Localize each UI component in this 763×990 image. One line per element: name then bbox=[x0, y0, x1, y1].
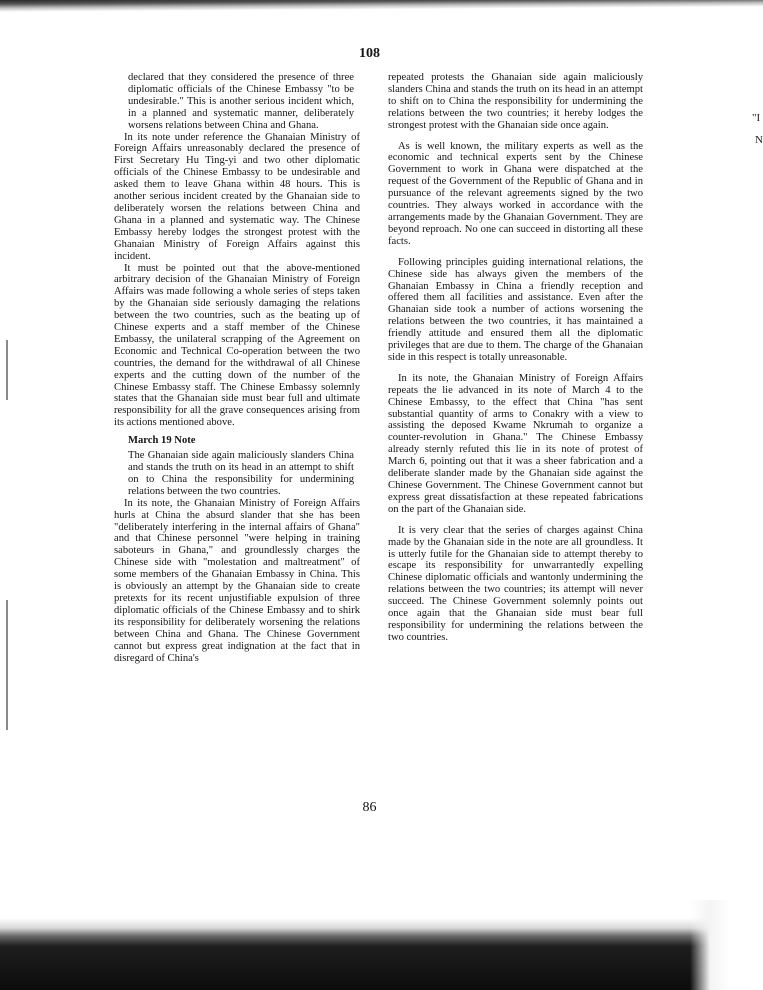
right-column bbox=[388, 72, 643, 644]
margin-mark bbox=[6, 600, 8, 730]
paragraph: In its note, the Ghanaian Ministry of Foreign Affairs repeats the lie advanced in its note of March 4 to the Chinese Embassy, to the effect that China "has sent substantial quantity of arms to Conakry with a view to assisting the deposed Kwame Nkrumah to organize a counter-revolution in Ghana." The Chinese Embassy already sternly refuted this lie in its note of protest of March 6, pointing out that it was a sheer fabrication and a deliberate slander made by the Ghanaian side against the Chinese Government. The Chinese Government cannot but express great dissatisfaction at these repeated fabrications on the part of the Ghanaian side. bbox=[388, 372, 643, 515]
scan-top-edge bbox=[0, 0, 763, 12]
margin-mark bbox=[6, 340, 8, 400]
left-column bbox=[114, 72, 360, 664]
paragraph: In its note under reference the Ghanaian Ministry of Foreign Affairs unreasonably declared the presence of First Secretary Hu Ting-yi and two other diplomatic officials of the Chinese Embassy to be undesirable and asked them to leave Ghana within 48 hours. This is another serious incident created by the Ghanaian side to deliberately worsen the relations between China and Ghana in a planned and systematic way. The Chinese Embassy hereby lodges the strongest protest with the Ghanaian Ministry of Foreign Affairs against this incident. bbox=[114, 131, 360, 262]
scan-bottom-edge bbox=[0, 918, 763, 990]
page-number-bottom: 86 bbox=[362, 800, 377, 815]
edge-fragment: "I bbox=[752, 112, 761, 124]
scan-bottom-corner bbox=[690, 900, 763, 990]
paragraph: It is very clear that the series of charges against China made by the Ghanaian side in the note are all groundless. It is utterly futile for the Ghanaian side to attempt thereby to escape its responsibility for unwarrantedly expelling Chinese diplomatic officials and wantonly undermining the relations between the two countries; its attempt will never succeed. The Chinese Government solemnly points out once again that the Ghanaian side must bear full responsibility for undermining the relations between the two countries. bbox=[388, 524, 643, 643]
paragraph: repeated protests the Ghanaian side again maliciously slanders China and stands the truth on its head in an attempt to shift on to China the responsibility for undermining the relations between the two countries; it hereby lodges the strongest protest with the Ghanaian side once again. bbox=[388, 72, 643, 131]
paragraph: It must be pointed out that the above-mentioned arbitrary decision of the Ghanaian Ministry of Foreign Affairs was made following a whole series of steps taken by the Ghanaian side seriously damaging the relations between the two countries, such as the beating up of Chinese experts and a staff member of the Chinese Embassy, the unilateral scrapping of the Agreement on Economic and Technical Co-operation between the two countries, the demand for the withdrawal of all Chinese experts and the cutting down of the number of the Chinese Embassy staff. The Chinese Embassy solemnly states that the Ghanaian side must bear full and ultimate responsibility for all the grave consequences arising from its actions mentioned above. bbox=[114, 262, 360, 429]
paragraph: declared that they considered the presence of three diplomatic officials of the Chinese Embassy "to be undesirable." This is another serious incident which, in a planned and systematic manner, deliberately worsens relations between China and Ghana. bbox=[128, 72, 354, 131]
page-number-top: 108 bbox=[359, 46, 380, 61]
edge-fragment: N bbox=[755, 134, 763, 146]
paragraph: As is well known, the military experts as well as the economic and technical experts sent by the Chinese Government to work in Ghana were dispatched at the request of the Government of the Republic of Ghana and in pursuance of the relevant agreements signed by the two countries. They always worked in accordance with the arrangements made by the Ghanaian Government. They are beyond reproach. No one can succeed in distorting all these facts. bbox=[388, 140, 643, 247]
paragraph: In its note, the Ghanaian Ministry of Foreign Affairs hurls at China the absurd slander that she has been "deliberately interfering in the internal affairs of Ghana" and that Chinese personnel "were helping in training saboteurs in Ghana," and groundlessly charges the Chinese side with "molestation and maltreatment" of some members of the Ghanaian Embassy in China. This is obviously an attempt by the Ghanaian side to create pretexts for its recent unjustifiable expulsion of three diplomatic officials of the Chinese Embassy and to shirk its responsibility for deliberately worsening the relations between China and Ghana. The Chinese Government cannot but express great indignation at the fact that in disregard of China's bbox=[114, 497, 360, 664]
paragraph: The Ghanaian side again maliciously slanders China and stands the truth on its head in an attempt to shift on to China the responsibility for undermining relations between the two countries. bbox=[128, 450, 354, 497]
paragraph: Following principles guiding international relations, the Chinese side has always given the members of the Ghanaian Embassy in China a friendly reception and offered them all facilities and assistance. Even after the Ghanaian side took a number of actions worsening the relations between the two countries, it has maintained a friendly attitude and ensured them all the diplomatic privileges that are due to them. The charge of the Ghanaian side in this respect is totally unreasonable. bbox=[388, 256, 643, 363]
section-heading: March 19 Note bbox=[128, 435, 196, 447]
